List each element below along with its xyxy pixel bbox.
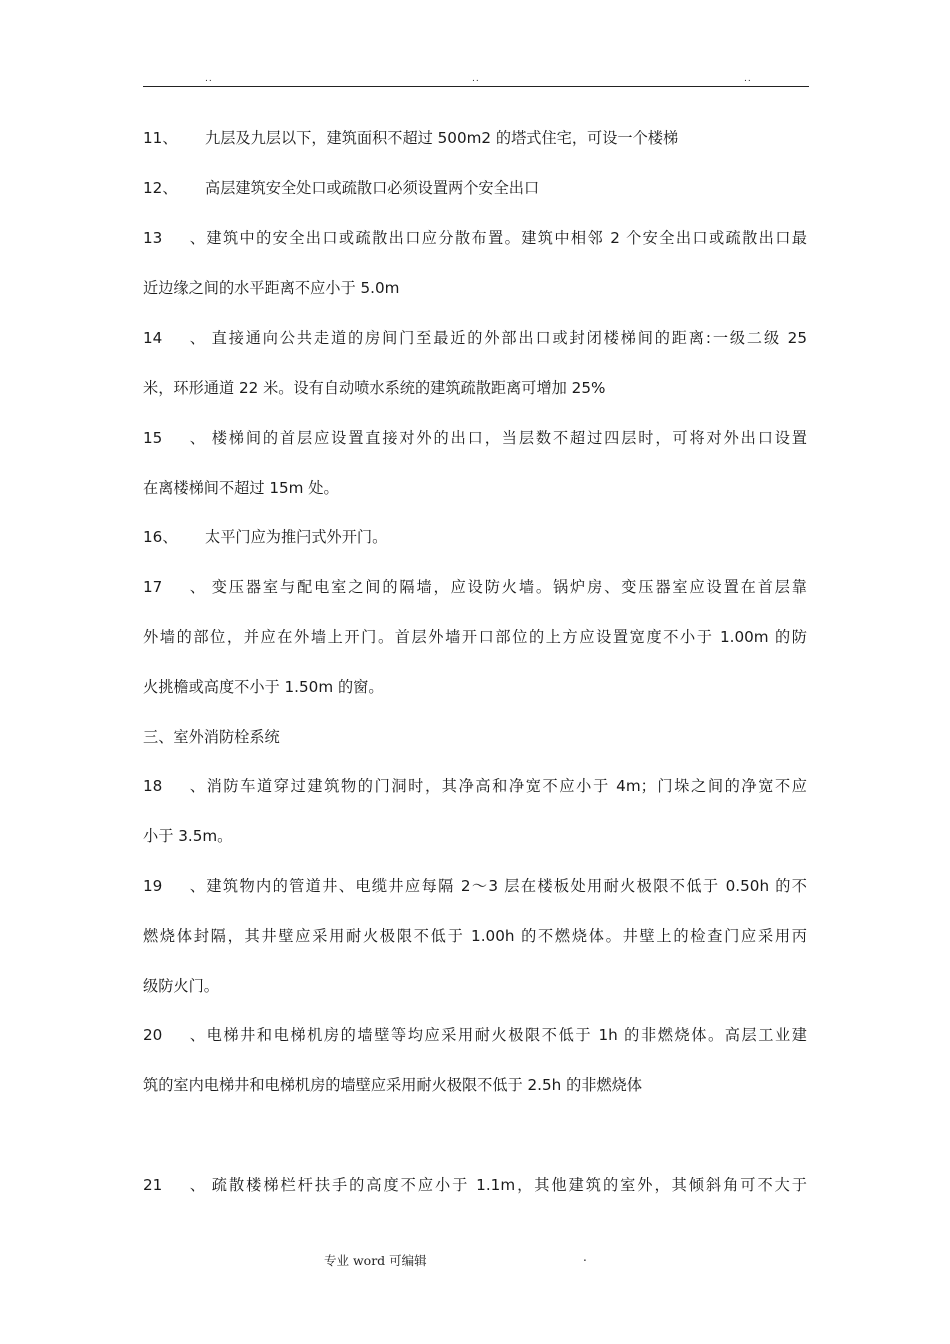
item-17-cont: 外墙的部位，并应在外墙上开门。首层外墙开口部位的上方应设置宽度不小于 1.00m 的防 — [143, 628, 807, 646]
item-number: 11、 — [143, 129, 178, 147]
item-18-cont: 小于 3.5m。 — [143, 827, 233, 845]
item-text: 建筑中的安全出口或疏散出口应分散布置。建筑中相邻 2 个安全出口或疏散出口最 — [205, 229, 807, 247]
item-12 — [143, 178, 539, 198]
item-text: 建筑物内的管道井、电缆井应每隔 2～3 层在楼板处用耐火极限不低于 0.50h 的不 — [205, 877, 807, 895]
item-20-cont: 筑的室内电梯井和电梯机房的墙壁应采用耐火极限不低于 2.5h 的非燃烧体 — [143, 1076, 643, 1094]
item-16 — [143, 527, 387, 547]
item-number: 15、 — [143, 429, 205, 447]
header-rule — [143, 86, 809, 87]
item-11 — [143, 128, 678, 148]
item-number: 19、 — [143, 877, 205, 895]
item-13-cont: 近边缘之间的水平距离不应小于 5.0m — [143, 279, 400, 297]
item-text: 九层及九层以下，建筑面积不超过 500m2 的塔式住宅，可设一个楼梯 — [205, 129, 679, 147]
footer-label: 专业 word 可编辑 — [324, 1253, 427, 1268]
item-number: 20、 — [143, 1026, 205, 1044]
item-text: 楼梯间的首层应设置直接对外的出口，当层数不超过四层时，可将对外出口设置 — [205, 429, 807, 447]
item-15 — [143, 428, 807, 448]
item-number: 21、 — [143, 1176, 205, 1194]
item-text: 消防车道穿过建筑物的门洞时，其净高和净宽不应小于 4m；门垛之间的净宽不应 — [205, 777, 807, 795]
section-heading: 三、室外消防栓系统 — [143, 728, 280, 746]
item-15-cont: 在离楼梯间不超过 15m 处。 — [143, 479, 339, 497]
item-number: 12、 — [143, 179, 178, 197]
header-dot-center: .. — [472, 74, 480, 84]
item-text: 疏散楼梯栏杆扶手的高度不应小于 1.1m，其他建筑的室外，其倾斜角可不大于 — [205, 1176, 807, 1194]
item-number: 17、 — [143, 578, 205, 596]
item-17-cont: 火挑檐或高度不小于 1.50m 的窗。 — [143, 678, 384, 696]
item-number: 18、 — [143, 777, 205, 795]
item-18 — [143, 776, 807, 796]
item-14-cont: 米，环形通道 22 米。设有自动喷水系统的建筑疏散距离可增加 25% — [143, 379, 606, 397]
item-number: 14、 — [143, 329, 205, 347]
item-number: 13、 — [143, 229, 205, 247]
item-21 — [143, 1175, 807, 1195]
item-19 — [143, 876, 807, 896]
item-19-cont: 燃烧体封隔，其井壁应采用耐火极限不低于 1.00h 的不燃烧体。井壁上的检查门应采用丙 — [143, 927, 807, 945]
item-text: 太平门应为推闩式外开门。 — [205, 528, 388, 546]
header-dot-right: .. — [744, 74, 752, 84]
item-text: 电梯井和电梯机房的墙壁等均应采用耐火极限不低于 1h 的非燃烧体。高层工业建 — [205, 1026, 807, 1044]
item-17 — [143, 577, 807, 597]
item-number: 16、 — [143, 528, 178, 546]
header-dot-left: .. — [205, 74, 213, 84]
item-text: 直接通向公共走道的房间门至最近的外部出口或封闭楼梯间的距离:一级二级 25 — [205, 329, 807, 347]
item-20 — [143, 1025, 807, 1045]
item-14 — [143, 328, 807, 348]
item-text: 变压器室与配电室之间的隔墙，应设防火墙。锅炉房、变压器室应设置在首层靠 — [205, 578, 807, 596]
footer-dot: . — [583, 1250, 587, 1264]
item-13 — [143, 228, 807, 248]
item-19-cont: 级防火门。 — [143, 977, 219, 995]
item-text: 高层建筑安全处口或疏散口必须设置两个安全出口 — [205, 179, 540, 197]
